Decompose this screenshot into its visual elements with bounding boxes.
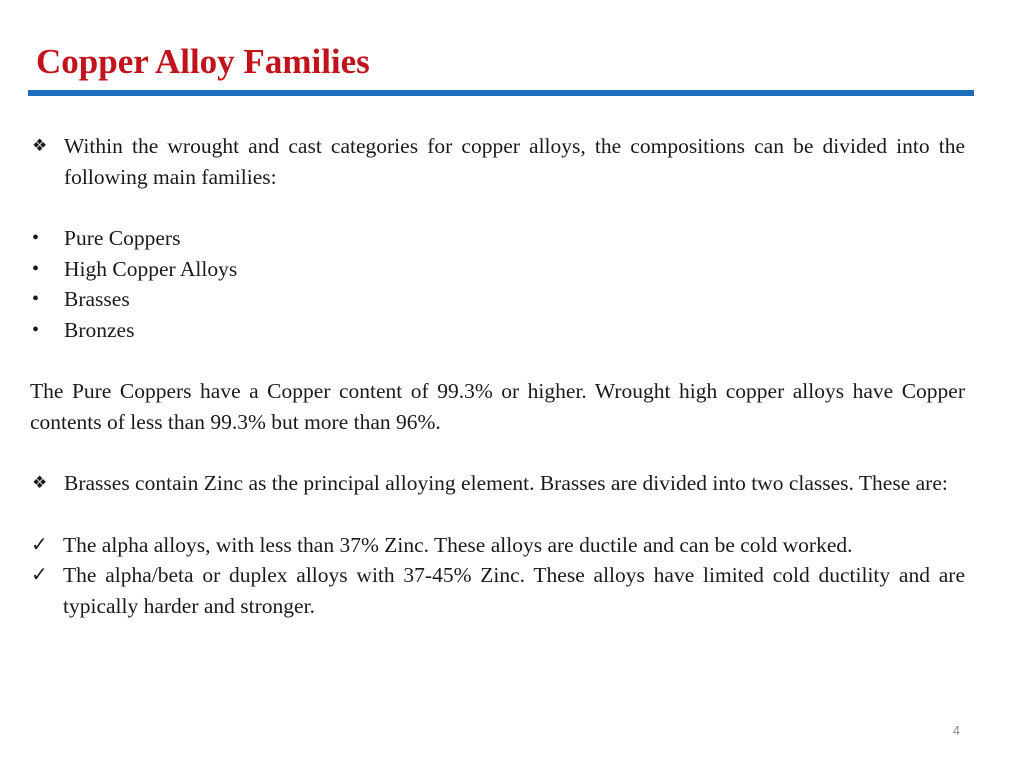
bullet-icon: • [32,318,40,341]
list-item-label: Brasses [64,287,130,311]
check-item-text: The alpha/beta or duplex alloys with 37-45% Zinc. These alloys have limited cold ductility and are typically harder and stronger. [63,563,965,618]
diamond-bullet-icon: ❖ [32,473,48,492]
check-item-text: The alpha alloys, with less than 37% Zinc. These alloys are ductile and can be cold worked. [63,532,853,557]
list-item-label: High Copper Alloys [64,256,238,281]
check-item-alpha-alloys [30,530,965,561]
bullet-icon: • [32,227,40,249]
diamond-bullet-icon: ❖ [32,136,48,155]
brasses-bullet [30,468,965,499]
check-icon: ✓ [31,533,48,556]
page-number: 4 [952,723,960,738]
slide-title: Copper Alloy Families [36,42,370,81]
slide-body [30,131,965,621]
copper-content-paragraph: The Pure Coppers have a Copper content of 99.3% or higher. Wrought high copper alloys have Copper contents of less than 99.3% but more than 96%. [30,379,965,434]
intro-bullet [30,131,965,192]
list-item-brasses [30,284,965,315]
list-item-label: Bronzes [64,317,135,342]
check-icon: ✓ [31,564,48,586]
list-item-pure-coppers [30,223,965,254]
title-divider [28,90,974,96]
intro-text: Within the wrought and cast categories for copper alloys, the compositions can be divided into the following main families: [64,134,965,189]
check-item-duplex-alloys [30,560,965,621]
brasses-text: Brasses contain Zinc as the principal alloying element. Brasses are divided into two classes. These are: [64,471,948,495]
list-item-label: Pure Coppers [64,226,181,250]
bullet-icon: • [32,257,40,280]
bullet-icon: • [32,288,40,310]
list-item-bronzes [30,315,965,346]
list-item-high-copper-alloys [30,254,965,285]
